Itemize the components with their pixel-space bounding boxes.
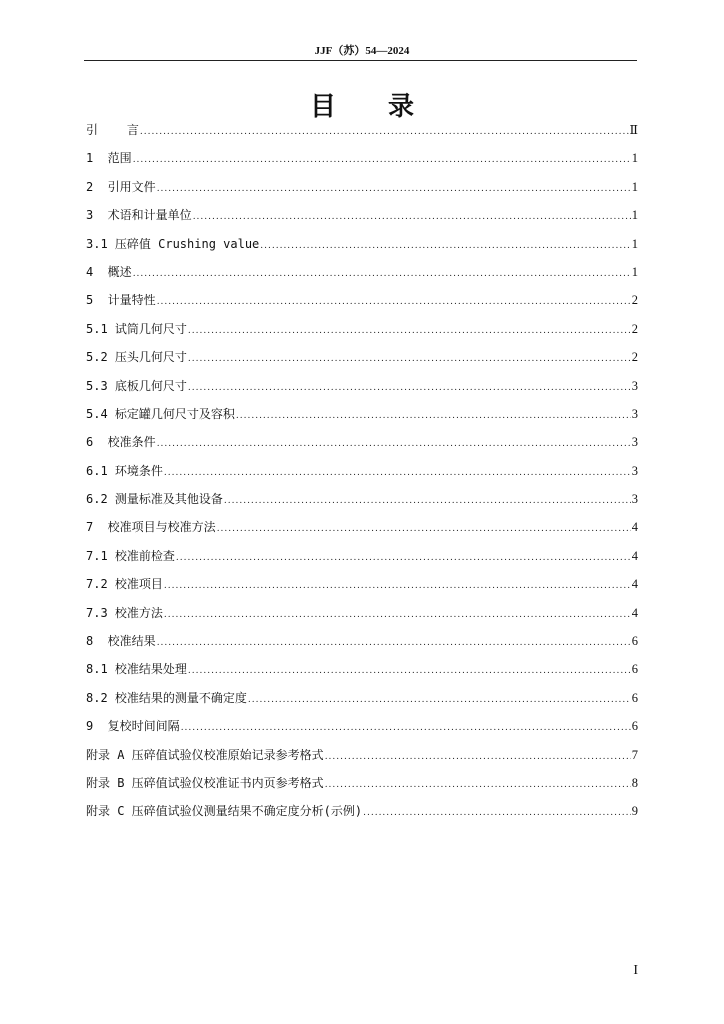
page-title [0,86,724,123]
toc-entry-page: 8 [631,775,638,790]
toc-entry-label: 4 概述 [86,264,132,279]
toc-entry-label: 8 校准结果 [86,634,156,649]
toc-entry-7-3[interactable] [86,603,638,631]
toc-entry-label: 5.2 压头几何尺寸 [86,350,187,365]
toc-entry-page: 3 [631,435,638,450]
toc-entry-page: 6 [631,662,638,677]
toc-entry-appendix-b[interactable] [86,773,638,801]
toc-leader-dots [176,548,631,568]
toc-entry-page: 3 [631,463,638,478]
toc-entry-7-1[interactable] [86,546,638,574]
toc-leader-dots [164,463,631,483]
toc-entry-5-4[interactable] [86,404,638,432]
toc-entry-label: 3 术语和计量单位 [86,208,192,223]
toc-entry-label: 6 校准条件 [86,435,156,450]
toc-entry-1[interactable] [86,148,638,176]
toc-entry-label: 5 计量特性 [86,293,156,308]
toc-entry-8[interactable] [86,631,638,659]
toc-leader-dots [164,605,631,625]
toc-leader-dots [363,803,631,823]
toc-entry-label: 5.3 底板几何尺寸 [86,378,187,393]
toc-entry-5-2[interactable] [86,347,638,375]
toc-entry-3[interactable] [86,205,638,233]
toc-leader-dots [217,519,631,539]
toc-entry-5-3[interactable] [86,376,638,404]
toc-entry-label: 3.1 压碎值 Crushing value [86,236,260,251]
toc-entry-page: 2 [631,321,638,336]
document-code-header: JJF（苏）54—2024 [314,45,410,57]
toc-leader-dots [133,264,631,284]
toc-entry-appendix-c[interactable] [86,801,638,829]
toc-entry-label: 附录 A 压碎值试验仪校准原始记录参考格式 [86,747,324,762]
toc-entry-8-1[interactable] [86,659,638,687]
title-char-2: 录 [388,92,415,122]
toc-leader-dots [236,406,631,426]
toc-entry-6-2[interactable] [86,489,638,517]
toc-entry-label: 8.1 校准结果处理 [86,662,187,677]
toc-entry-page: 1 [631,208,638,223]
toc-entry-label: 附录 B 压碎值试验仪校准证书内页参考格式 [86,775,324,790]
toc-entry-label: 2 引用文件 [86,179,156,194]
toc-entry-label: 1 范围 [86,151,132,166]
toc-entry-label: 5.1 试筒几何尺寸 [86,321,187,336]
title-char-1: 目 [309,92,336,122]
toc-entry-page: 4 [631,548,638,563]
header-rule [84,60,637,61]
toc-entry-label: 6.1 环境条件 [86,463,163,478]
toc-entry-page: 3 [631,378,638,393]
toc-entry-3-1[interactable] [86,234,638,262]
toc-entry-4[interactable] [86,262,638,290]
toc-entry-7-2[interactable] [86,574,638,602]
toc-entry-label: 7.1 校准前检查 [86,548,175,563]
toc-entry-page: 2 [631,350,638,365]
toc-entry-page: 1 [631,236,638,251]
toc-leader-dots [325,775,631,795]
toc-entry-page: 2 [631,293,638,308]
table-of-contents [86,120,638,830]
toc-leader-dots [325,747,631,767]
toc-entry-label: 7.2 校准项目 [86,577,163,592]
toc-leader-dots [140,122,629,142]
page-number: I [633,963,638,978]
toc-leader-dots [188,321,631,341]
toc-entry-label: 9 复校时间间隔 [86,719,180,734]
toc-entry-6[interactable] [86,432,638,460]
toc-entry-page: 7 [631,747,638,762]
toc-entry-page: Ⅱ [629,123,638,137]
toc-leader-dots [188,378,631,398]
toc-leader-dots [181,718,631,738]
toc-entry-label: 7 校准项目与校准方法 [86,520,216,535]
toc-entry-page: 4 [631,520,638,535]
toc-leader-dots [193,207,631,227]
toc-entry-8-2[interactable] [86,688,638,716]
toc-entry-page: 6 [631,634,638,649]
toc-entry-label: 8.2 校准结果的测量不确定度 [86,690,247,705]
toc-leader-dots [260,236,630,256]
toc-leader-dots [188,349,631,369]
toc-entry-page: 3 [631,406,638,421]
toc-entry-label: 7.3 校准方法 [86,605,163,620]
toc-leader-dots [157,179,631,199]
toc-entry-label: 5.4 标定罐几何尺寸及容积 [86,406,235,421]
toc-entry-6-1[interactable] [86,461,638,489]
toc-leader-dots [157,292,631,312]
toc-entry-label: 6.2 测量标准及其他设备 [86,492,223,507]
toc-entry-page: 4 [631,577,638,592]
toc-leader-dots [224,491,631,511]
toc-leader-dots [133,150,631,170]
toc-leader-dots [188,661,631,681]
toc-entry-appendix-a[interactable] [86,745,638,773]
toc-entry-page: 6 [631,719,638,734]
toc-entry-label: 引 言 [86,123,139,137]
toc-entry-page: 1 [631,179,638,194]
toc-leader-dots [157,434,631,454]
toc-entry-foreword[interactable] [86,120,638,148]
toc-entry-label: 附录 C 压碎值试验仪测量结果不确定度分析(示例) [86,804,363,819]
toc-entry-9[interactable] [86,716,638,744]
toc-entry-page: 1 [631,151,638,166]
toc-leader-dots [248,690,631,710]
toc-entry-7[interactable] [86,517,638,545]
toc-entry-page: 4 [631,605,638,620]
toc-leader-dots [157,633,631,653]
toc-entry-5[interactable] [86,290,638,318]
toc-entry-5-1[interactable] [86,319,638,347]
toc-leader-dots [164,576,631,596]
toc-entry-page: 1 [631,264,638,279]
toc-entry-page: 3 [631,492,638,507]
toc-entry-2[interactable] [86,177,638,205]
toc-entry-page: 6 [631,690,638,705]
toc-entry-page: 9 [631,804,638,819]
